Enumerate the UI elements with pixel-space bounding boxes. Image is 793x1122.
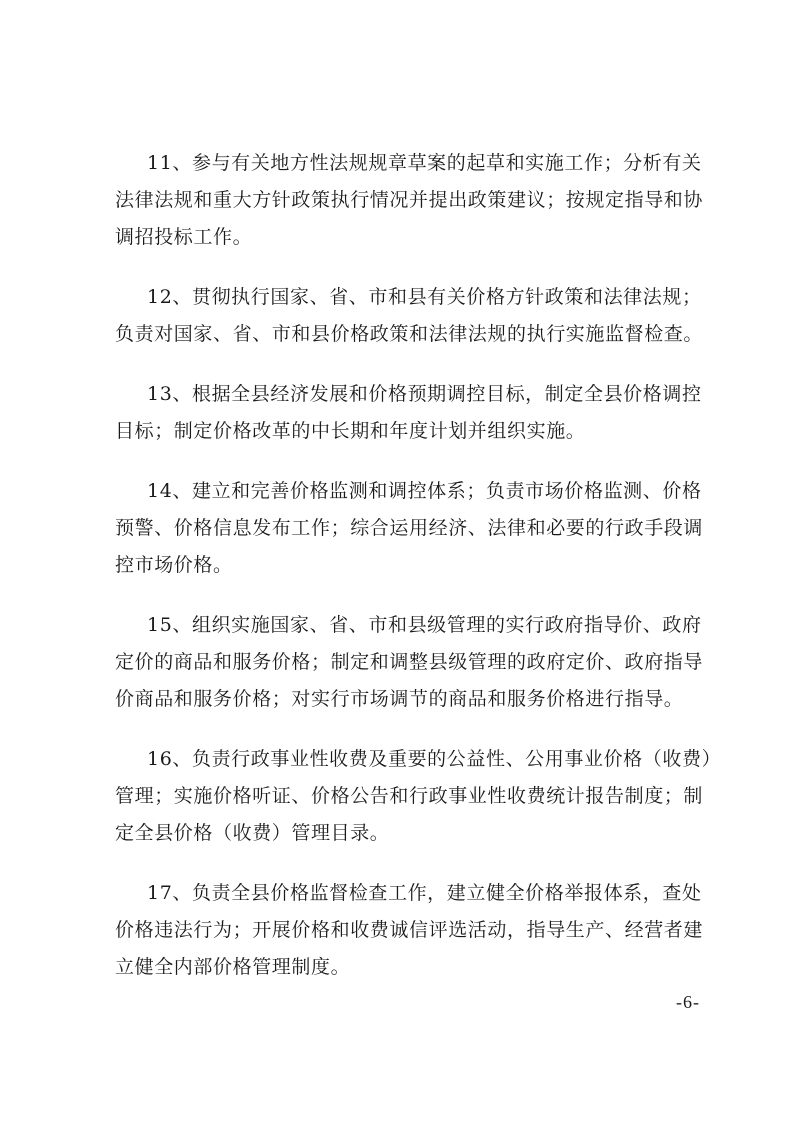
paragraph-line: 价商品和服务价格；对实行市场调节的商品和服务价格进行指导。 bbox=[115, 688, 684, 710]
paragraph-line: 16、负责行政事业性收费及重要的公益性、公用事业价格（收费） bbox=[147, 748, 722, 770]
paragraph-line: 13、根据全县经济发展和价格预期调控目标，制定全县价格调控 bbox=[147, 383, 702, 405]
paragraph-line: 预警、价格信息发布工作；综合运用经济、法律和必要的行政手段调 bbox=[115, 517, 704, 539]
paragraph-line: 定价的商品和服务价格；制定和调整县级管理的政府定价、政府指导 bbox=[115, 651, 704, 673]
paragraph-line: 17、负责全县价格监督检查工作，建立健全价格举报体系，查处 bbox=[147, 882, 702, 904]
paragraph-line: 价格违法行为；开展价格和收费诚信评选活动，指导生产、经营者建 bbox=[115, 919, 704, 941]
paragraph-line: 15、组织实施国家、省、市和县级管理的实行政府指导价、政府 bbox=[147, 614, 702, 636]
document-body bbox=[115, 145, 722, 1009]
paragraph-line: 定全县价格（收费）管理目录。 bbox=[115, 822, 390, 844]
paragraph-line: 11、参与有关地方性法规规章草案的起草和实施工作；分析有关 bbox=[147, 152, 702, 174]
page-number: -6- bbox=[676, 992, 700, 1012]
paragraph-item-14 bbox=[115, 473, 704, 584]
paragraph-line: 调招投标工作。 bbox=[115, 226, 253, 248]
paragraph-line: 12、贯彻执行国家、省、市和县有关价格方针政策和法律法规； bbox=[147, 286, 702, 308]
paragraph-item-17 bbox=[115, 875, 704, 986]
paragraph-line: 14、建立和完善价格监测和调控体系；负责市场价格监测、价格 bbox=[147, 480, 702, 502]
paragraph-line: 法律法规和重大方针政策执行情况并提出政策建议；按规定指导和协 bbox=[115, 189, 704, 211]
paragraph-line: 控市场价格。 bbox=[115, 554, 233, 576]
paragraph-item-12 bbox=[115, 279, 704, 353]
paragraph-line: 目标；制定价格改革的中长期和年度计划并组织实施。 bbox=[115, 420, 586, 442]
paragraph-line: 管理；实施价格听证、价格公告和行政事业性收费统计报告制度；制 bbox=[115, 785, 704, 807]
paragraph-line: 立健全内部价格管理制度。 bbox=[115, 956, 351, 978]
paragraph-line: 负责对国家、省、市和县价格政策和法律法规的执行实施监督检查。 bbox=[115, 323, 704, 345]
paragraph-item-11 bbox=[115, 145, 704, 256]
paragraph-item-16 bbox=[115, 741, 722, 852]
paragraph-item-15 bbox=[115, 607, 704, 718]
paragraph-item-13 bbox=[115, 376, 702, 450]
